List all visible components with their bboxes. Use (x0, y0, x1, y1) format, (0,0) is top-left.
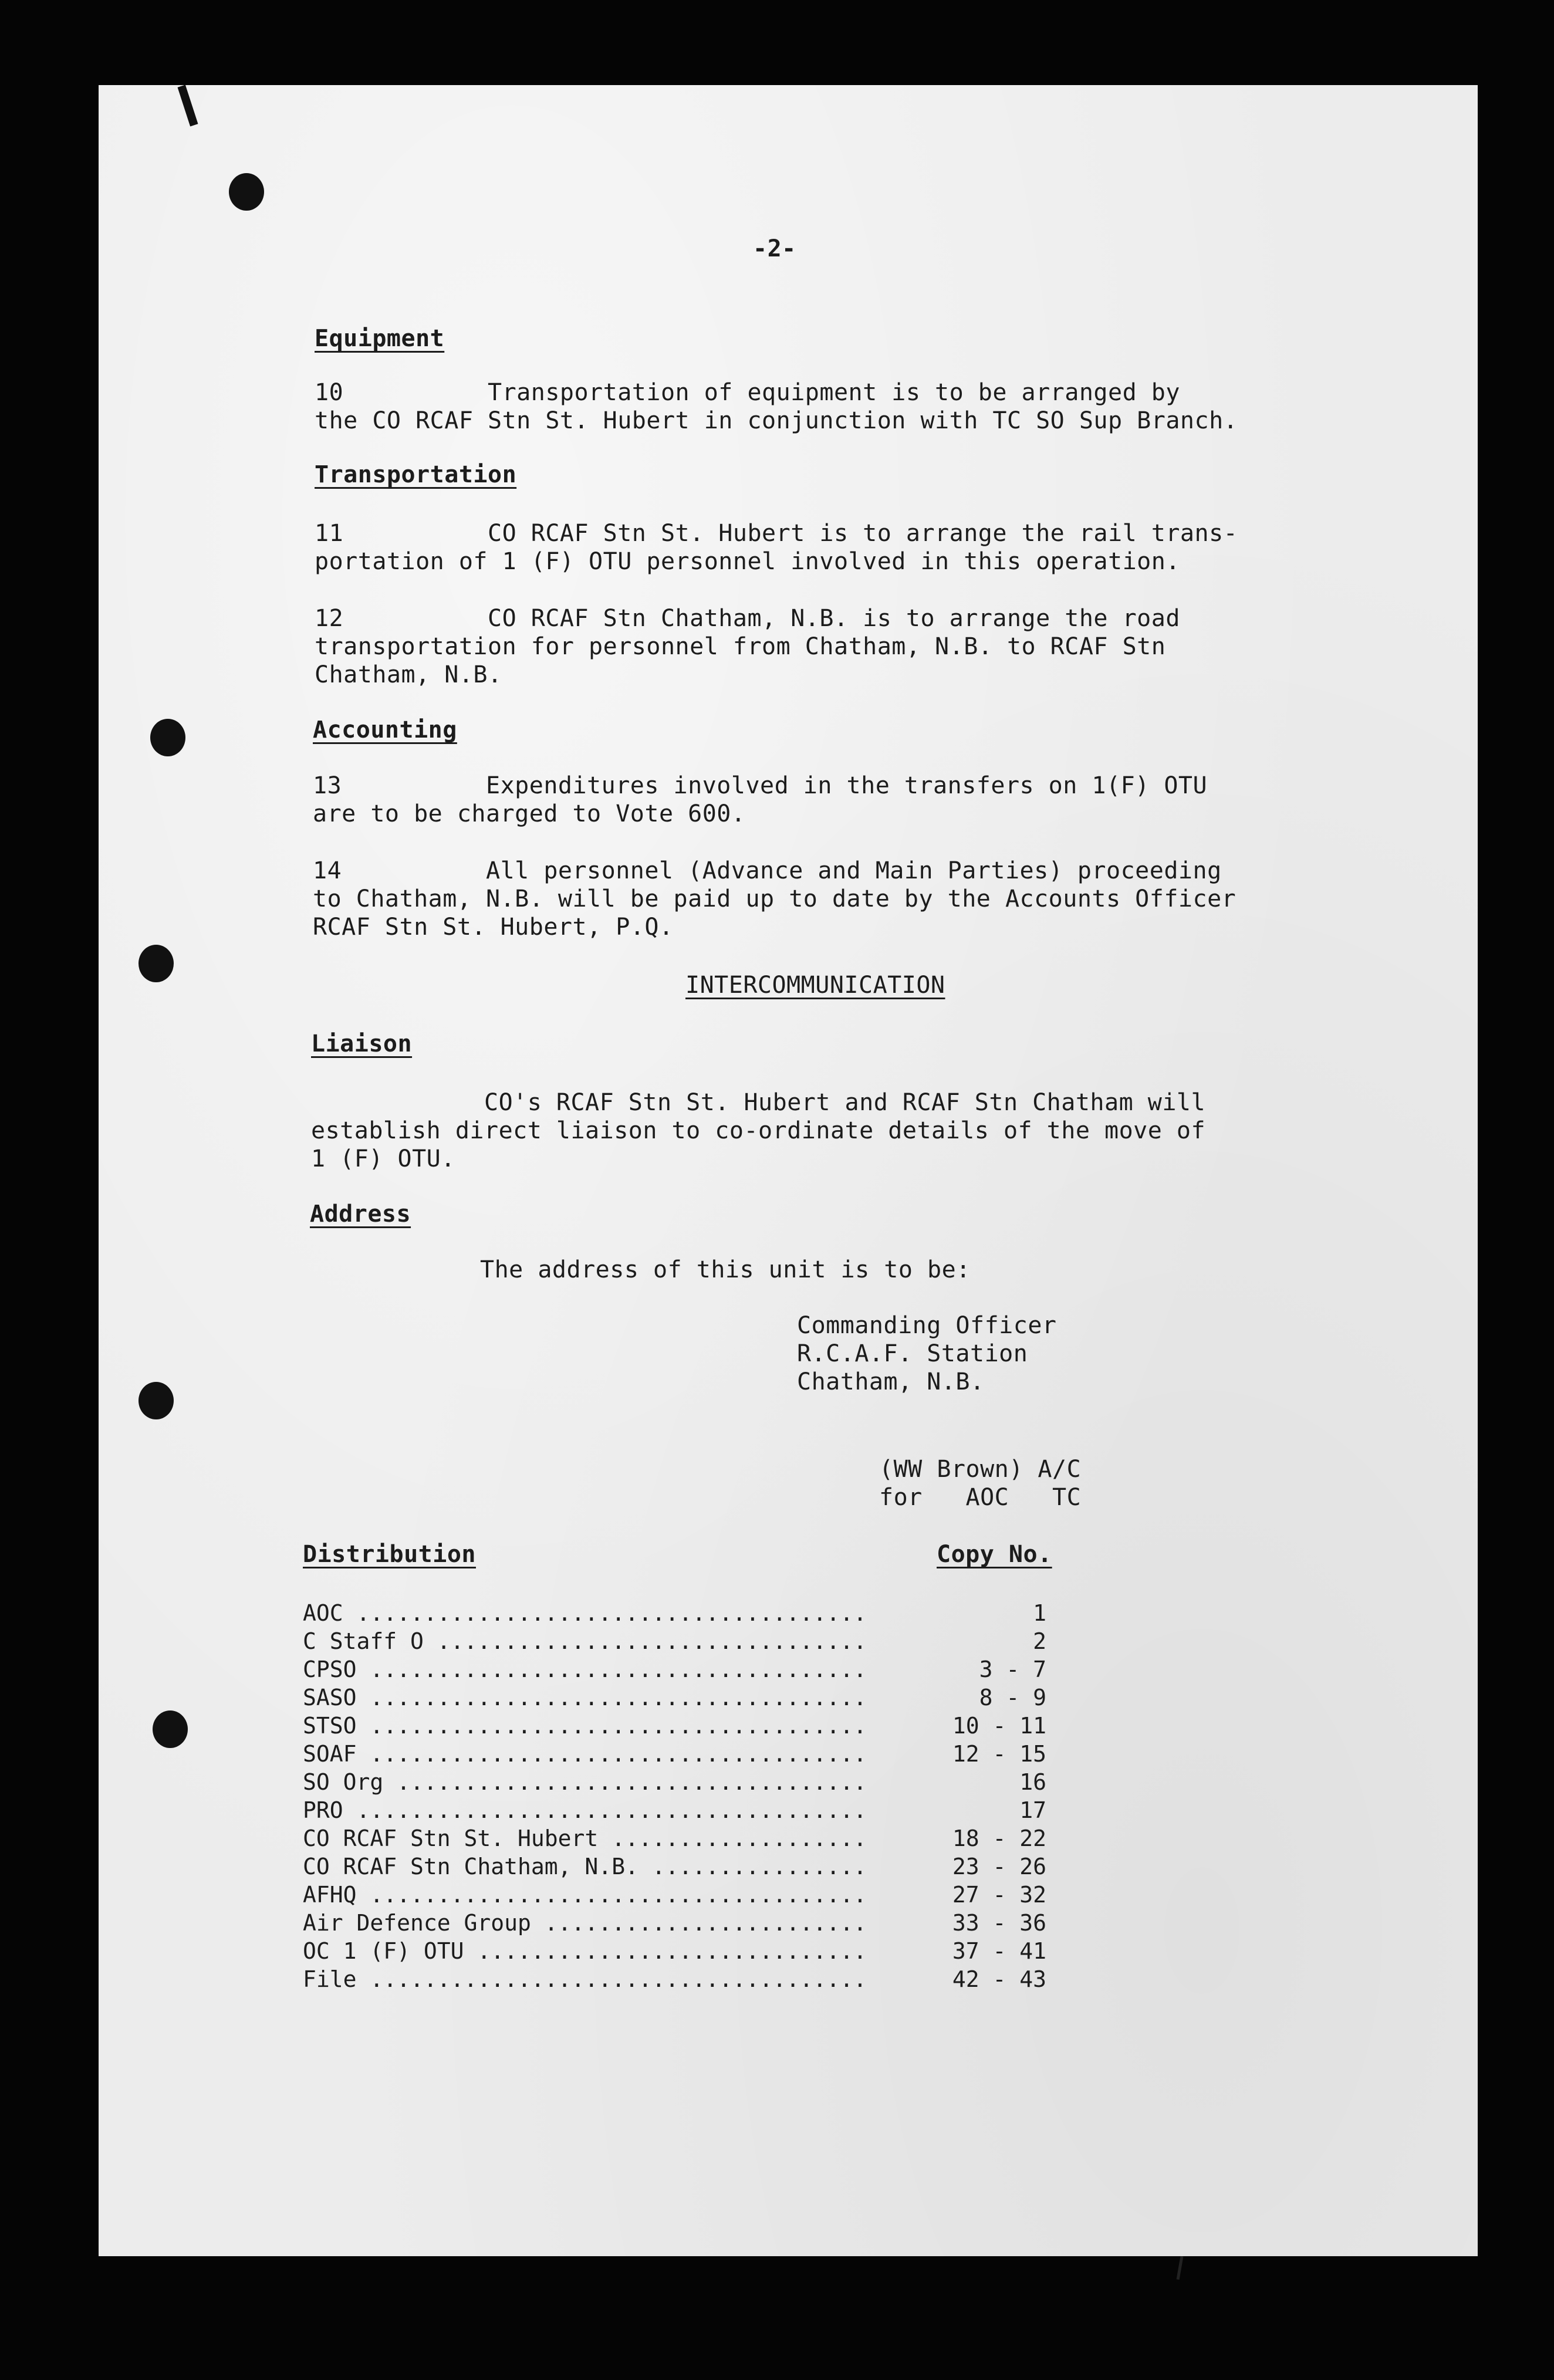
para-11-line-2: portation of 1 (F) OTU personnel involved in this operation. (315, 548, 1180, 575)
para-12-line-1: 12 CO RCAF Stn Chatham, N.B. is to arrange the road (315, 605, 1180, 632)
para-12-line-3: Chatham, N.B. (315, 661, 502, 688)
distribution-recipient: C Staff O ................................ (303, 1628, 867, 1654)
address-heading: Address (310, 1201, 411, 1228)
distribution-recipient: PRO ...................................... (303, 1797, 867, 1823)
punch-hole-3 (138, 945, 174, 982)
para-12-line-2: transportation for personnel from Chatham, N.B. to RCAF Stn (315, 633, 1166, 660)
liaison-line-2: establish direct liaison to co-ordinate details of the move of (311, 1117, 1206, 1144)
address-intro: The address of this unit is to be: (480, 1256, 971, 1283)
distribution-copy: 12 - 15 (952, 1741, 1046, 1767)
copy-no-heading: Copy No. (937, 1541, 1052, 1568)
punch-hole-1 (229, 173, 264, 211)
para-13-line-1: 13 Expenditures involved in the transfers on 1(F) OTU (313, 772, 1208, 799)
distribution-recipient: Air Defence Group ........................ (303, 1910, 867, 1936)
distribution-copy: 33 - 36 (952, 1910, 1046, 1936)
liaison-heading: Liaison (311, 1030, 413, 1057)
intercommunication-heading: INTERCOMMUNICATION (685, 972, 945, 999)
distribution-recipient: CO RCAF Stn Chatham, N.B. ................ (303, 1854, 867, 1879)
distribution-recipient: STSO ..................................... (303, 1713, 867, 1739)
para-14-line-1: 14 All personnel (Advance and Main Parties) proceeding (313, 857, 1222, 884)
punch-hole-5 (153, 1710, 188, 1748)
distribution-copy: 18 - 22 (952, 1825, 1046, 1851)
document-page (99, 85, 1478, 2256)
distribution-copy: 23 - 26 (952, 1854, 1046, 1879)
accounting-heading: Accounting (313, 716, 457, 743)
address-line-1: Commanding Officer (797, 1312, 1057, 1339)
page-number: -2- (753, 235, 796, 262)
liaison-line-3: 1 (F) OTU. (311, 1145, 455, 1172)
para-10-line-2: the CO RCAF Stn St. Hubert in conjunction with TC SO Sup Branch. (315, 407, 1238, 434)
distribution-copy: 2 (1033, 1628, 1046, 1654)
distribution-copy: 8 - 9 (979, 1685, 1046, 1710)
distribution-recipient: CO RCAF Stn St. Hubert ................... (303, 1825, 867, 1851)
para-11-line-1: 11 CO RCAF Stn St. Hubert is to arrange the rail trans- (315, 520, 1238, 547)
distribution-copy: 1 (1033, 1600, 1046, 1626)
signature-name: (WW Brown) A/C (879, 1456, 1082, 1483)
para-10-line-1: 10 Transportation of equipment is to be arranged by (315, 379, 1180, 406)
distribution-recipient: SOAF ..................................... (303, 1741, 867, 1767)
punch-hole-2 (150, 719, 185, 756)
distribution-recipient: SO Org ................................... (303, 1769, 867, 1795)
staple-mark (178, 85, 198, 127)
distribution-copy: 16 (1019, 1769, 1046, 1795)
distribution-copy: 17 (1019, 1797, 1046, 1823)
distribution-recipient: AFHQ ..................................... (303, 1882, 867, 1908)
punch-hole-4 (138, 1382, 174, 1419)
para-14-line-2: to Chatham, N.B. will be paid up to date by the Accounts Officer (313, 885, 1237, 912)
distribution-recipient: SASO ..................................... (303, 1685, 867, 1710)
signature-title: for AOC TC (879, 1484, 1082, 1511)
para-13-line-2: are to be charged to Vote 600. (313, 800, 746, 827)
distribution-copy: 42 - 43 (952, 1966, 1046, 1992)
para-14-line-3: RCAF Stn St. Hubert, P.Q. (313, 914, 674, 941)
distribution-recipient: CPSO ..................................... (303, 1656, 867, 1682)
address-line-3: Chatham, N.B. (797, 1368, 985, 1395)
liaison-line-1: CO's RCAF Stn St. Hubert and RCAF Stn Chatham will (311, 1089, 1206, 1116)
address-line-2: R.C.A.F. Station (797, 1340, 1028, 1367)
distribution-recipient: OC 1 (F) OTU ............................. (303, 1938, 867, 1964)
distribution-heading: Distribution (303, 1541, 476, 1568)
distribution-copy: 27 - 32 (952, 1882, 1046, 1908)
distribution-copy: 37 - 41 (952, 1938, 1046, 1964)
distribution-recipient: AOC ...................................... (303, 1600, 867, 1626)
distribution-recipient: File ..................................... (303, 1966, 867, 1992)
distribution-copy: 10 - 11 (952, 1713, 1046, 1739)
equipment-heading: Equipment (315, 325, 445, 352)
distribution-copy: 3 - 7 (979, 1656, 1046, 1682)
transportation-heading: Transportation (315, 461, 517, 488)
